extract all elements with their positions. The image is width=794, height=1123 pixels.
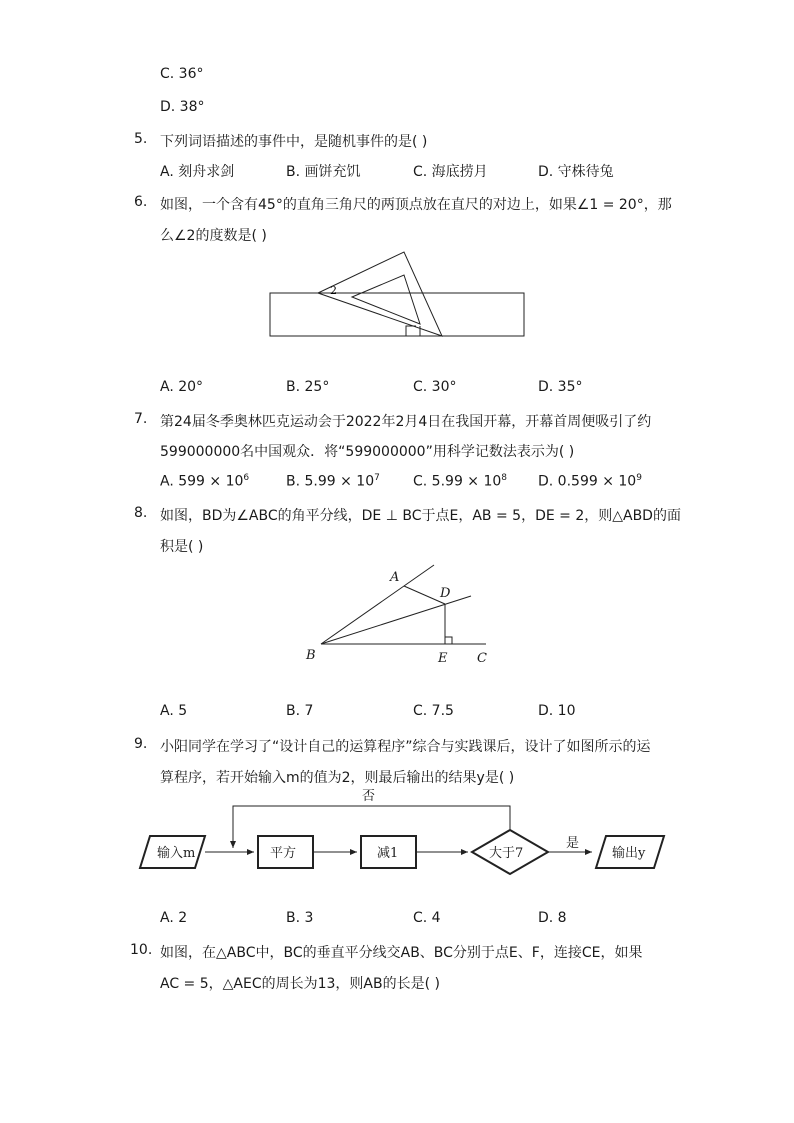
q8-option-c: C. 7.5 bbox=[413, 703, 454, 719]
q8-option-b: B. 7 bbox=[286, 703, 314, 719]
q8-label-a: A bbox=[390, 570, 400, 585]
q7-text-line1: 第24届冬季奥林匹克运动会于2022年2月4日在我国开幕，开幕首周便吸引了约 bbox=[160, 414, 652, 430]
q6-option-d: D. 35° bbox=[538, 379, 583, 395]
q9-square-label: 平方 bbox=[270, 846, 297, 861]
q7-option-a: A. $599 \times 10^6$ bbox=[160, 473, 250, 490]
q7-number: 7. bbox=[134, 411, 148, 427]
q9-minus-label: 减1 bbox=[377, 846, 399, 861]
q5-number: 5. bbox=[134, 131, 148, 147]
q8-text-line1: 如图，BD为∠ABC的角平分线，DE ⊥ BC于点E，AB = 5，DE = 2，则△ABD的面 bbox=[160, 508, 681, 524]
q9-decision-label: 大于7 bbox=[489, 846, 524, 861]
q5-option-c: C. 海底捞月 bbox=[413, 164, 488, 180]
q7-text-line2: 599000000名中国观众．将“599000000”用科学记数法表示为( ) bbox=[160, 444, 575, 460]
q9-option-a: A. 2 bbox=[160, 910, 188, 926]
q8-text-line2: 积是( ) bbox=[160, 539, 204, 555]
q4-option-d: D. 38° bbox=[160, 99, 205, 115]
q6-number: 6. bbox=[134, 194, 148, 210]
q9-option-d: D. 8 bbox=[538, 910, 567, 926]
q9-yes-label: 是 bbox=[566, 836, 580, 851]
q10-number: 10. bbox=[130, 942, 153, 958]
q10-text-line2: AC = 5，△AEC的周长为13，则AB的长是( ) bbox=[160, 976, 440, 992]
q9-text-line2: 算程序，若开始输入m的值为2，则最后输出的结果y是( ) bbox=[160, 770, 515, 786]
q9-output-label: 输出y bbox=[612, 846, 646, 861]
q8-label-b: B bbox=[306, 648, 316, 663]
q7-option-b: B. $5.99 \times 10^7$ bbox=[286, 473, 380, 490]
q9-number: 9. bbox=[134, 736, 148, 752]
q7-option-c: C. $5.99 \times 10^8$ bbox=[413, 473, 508, 490]
q9-no-label: 否 bbox=[362, 789, 376, 804]
q9-input-label: 输入m bbox=[157, 846, 196, 861]
q9-loop-line bbox=[233, 806, 510, 848]
q8-number: 8. bbox=[134, 505, 148, 521]
q5-option-d: D. 守株待兔 bbox=[538, 164, 614, 180]
q6-text-line2: 么∠2的度数是( ) bbox=[160, 228, 267, 244]
q6-option-a: A. 20° bbox=[160, 379, 204, 395]
q8-label-e: E bbox=[438, 651, 448, 666]
q6-angle-label: 2 bbox=[330, 284, 337, 297]
q8-label-c: C bbox=[477, 651, 487, 666]
q5-text: 下列词语描述的事件中，是随机事件的是( ) bbox=[160, 134, 428, 150]
q4-option-c: C. 36° bbox=[160, 66, 204, 82]
q9-text-line1: 小阳同学在学习了“设计自己的运算程序”综合与实践课后，设计了如图所示的运 bbox=[160, 739, 651, 755]
q6-option-b: B. 25° bbox=[286, 379, 330, 395]
q8-option-d: D. 10 bbox=[538, 703, 576, 719]
q5-option-b: B. 画饼充饥 bbox=[286, 164, 361, 180]
q9-option-c: C. 4 bbox=[413, 910, 441, 926]
q10-text-line1: 如图，在△ABC中，BC的垂直平分线交AB、BC分别于点E、F，连接CE，如果 bbox=[160, 945, 643, 961]
q8-label-d: D bbox=[440, 586, 451, 601]
q8-option-a: A. 5 bbox=[160, 703, 188, 719]
q9-option-b: B. 3 bbox=[286, 910, 314, 926]
q7-option-d: D. $0.599 \times 10^9$ bbox=[538, 473, 642, 490]
q6-option-c: C. 30° bbox=[413, 379, 457, 395]
q5-option-a: A. 刻舟求剑 bbox=[160, 164, 235, 180]
q6-text-line1: 如图，一个含有45°的直角三角尺的两顶点放在直尺的对边上，如果∠1 = 20°，那 bbox=[160, 197, 672, 213]
